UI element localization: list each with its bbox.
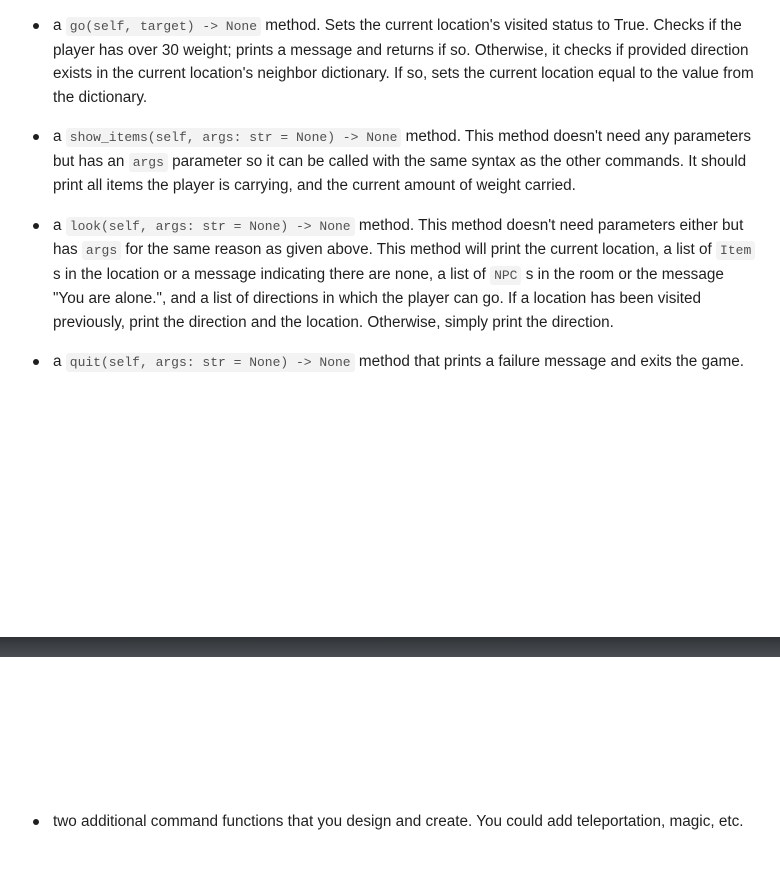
item-text: method. Sets the current location's visited status to True. Checks if the player has over 30 weight; prints a message and returns if so. Otherwise, it checks if provided direction exists in the current location's neighbor dictionary. If so, sets the current location equal to the value from the dictionary. <box>53 17 754 106</box>
code-item: Item <box>716 241 755 260</box>
item-text: for the same reason as given above. This method will print the current location, a list of <box>121 241 717 258</box>
list-item-look-method <box>0 214 780 335</box>
code-show-items-signature: show_items(self, args: str = None) -> None <box>66 128 402 147</box>
list-item-additional-commands <box>0 810 780 834</box>
code-npc: NPC <box>490 266 521 285</box>
item-text: a <box>53 128 66 145</box>
list-item-show-items-method <box>0 125 780 198</box>
item-text: a <box>53 216 66 234</box>
method-list <box>0 14 780 391</box>
item-text: two additional command functions that you design and create. You could add teleportation, magic, etc. <box>53 813 744 830</box>
item-text: a <box>53 353 66 370</box>
list-item-quit-method <box>0 350 780 375</box>
list-item-go-method <box>0 14 780 109</box>
additional-commands-list <box>0 810 780 850</box>
code-look-signature: look(self, args: str = None) -> None <box>66 217 355 236</box>
item-text: method. This method doesn't need parameters either but has <box>53 216 744 258</box>
item-text: s in the location or a message indicating there are none, a list of <box>53 265 491 283</box>
code-go-signature: go(self, target) -> None <box>66 17 261 36</box>
item-text: method that prints a failure message and exits the game. <box>354 353 745 370</box>
code-quit-signature: quit(self, args: str = None) -> None <box>66 353 355 372</box>
item-text: parameter so it can be called with the same syntax as the other commands. It should print all items the player is carrying, and the current amount of weight carried. <box>53 152 747 194</box>
item-text: method. This method doesn't need any parameters but has an <box>53 128 751 170</box>
page-divider-bar <box>0 637 780 657</box>
item-text: a <box>53 17 66 34</box>
item-text: s in the room or the message "You are alone.", and a list of directions in which the player can go. If a location has been visited previously, print the direction and the location. Otherwise, simply print the direction. <box>53 265 724 331</box>
code-args: args <box>129 153 168 172</box>
code-args: args <box>82 241 121 260</box>
